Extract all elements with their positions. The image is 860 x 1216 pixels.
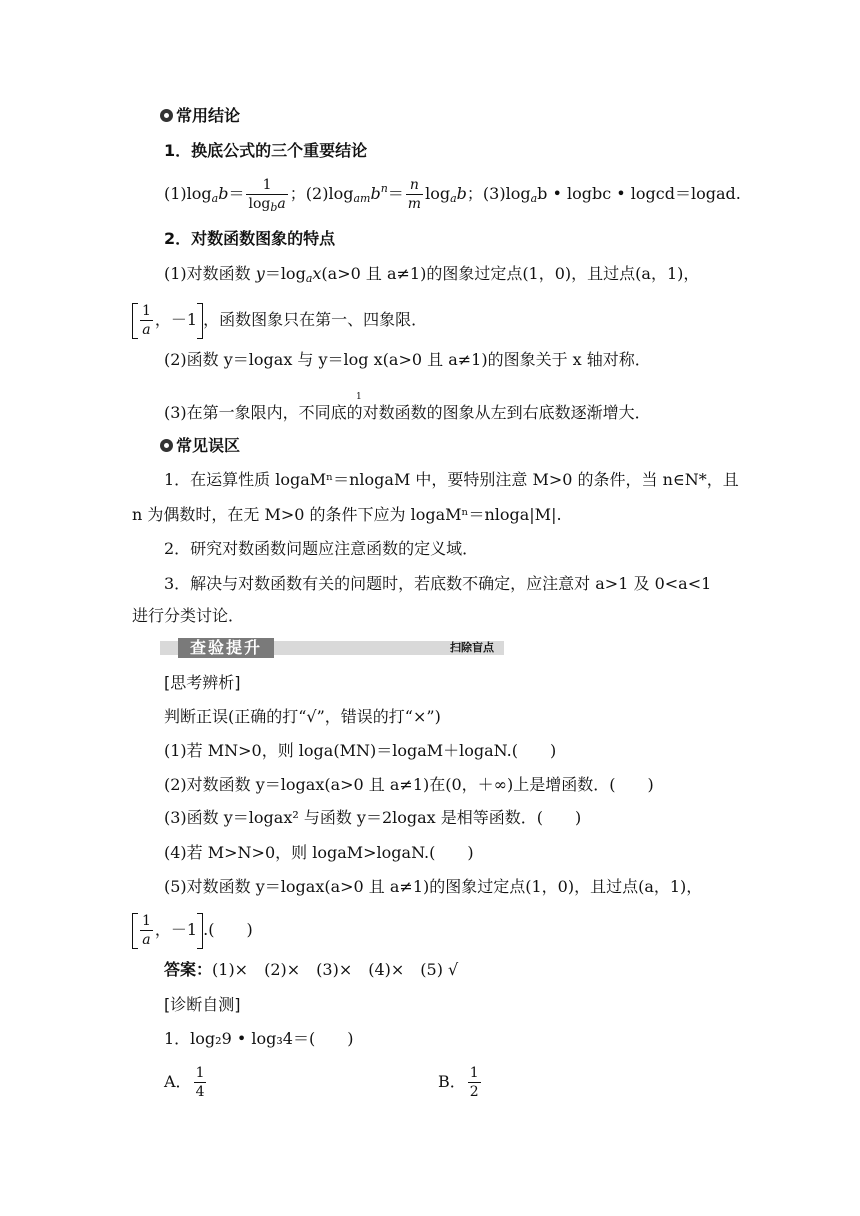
banner-side-label: 扫除盲点 — [450, 641, 494, 654]
thinking-q5-line2: $\frac{1}{a}$ ，－1 .( ) — [132, 910, 253, 950]
graph-feature-2: (2)函数 y＝logax 与 y＝log x(a>0 且 a≠1)的图象关于 x 轴对称． — [164, 350, 651, 369]
banner-title: 查验提升 — [178, 638, 274, 658]
thinking-title: [思考辨析] — [164, 673, 241, 692]
section-title-common-conclusions: 常用结论 — [160, 106, 240, 126]
thinking-intro: 判断正误(正确的打“√”，错误的打“×”) — [164, 707, 441, 726]
option-a: A． $\frac{1}{4}$ — [164, 1065, 205, 1100]
thinking-q2: (2)对数函数 y＝logax(a>0 且 a≠1)在(0，＋∞)上是增函数．( ) — [164, 775, 654, 794]
left-bracket — [132, 913, 138, 949]
mistake-2: 2．研究对数函数问题应注意函数的定义域． — [164, 539, 479, 558]
fraction-1-over-logba: $\frac{1}{\log_ba}$ — [248, 177, 286, 214]
diagnosis-title: [诊断自测] — [164, 995, 241, 1014]
thinking-q3: (3)函数 y＝logax² 与函数 y＝2logax 是相等函数．( ) — [164, 808, 582, 827]
fraction-1-over-a: $\frac{1}{a}$ — [142, 913, 151, 948]
fraction-1-over-4: $\frac{1}{4}$ — [195, 1065, 205, 1100]
thinking-q4: (4)若 M>N>0，则 logaM>logaN.( ) — [164, 843, 474, 862]
diagnosis-q1: 1．log₂9 • log₃4＝( ) — [164, 1029, 354, 1048]
graph-feature-3: (3)在第一象限内，不同底的对数函数的图象从左到右底数逐渐增大． — [164, 403, 651, 422]
change-of-base-formulas: $(1)\log_ab=$ $\frac{1}{\log_ba}$ ；$(2)\log_{am}b^n=$ $\frac{n}{m}$ $\log_ab$；$(3)\log_ab$ • logbc • logcd＝logad. — [164, 177, 741, 214]
graph-feature-1-line2: $\frac{1}{a}$ ，－1 ，函数图象只在第一、四象限． — [132, 300, 427, 340]
item2-heading: 2．对数函数图象的特点 — [164, 229, 336, 248]
fraction-n-over-m: $\frac{n}{m}$ — [407, 177, 422, 212]
graph-feature-1-line1: (1)对数函数 $y=\log_ax(a>0$ 且 a≠1)的图象过定点(1，0)，且过点(a，1)， — [164, 264, 700, 285]
section-banner — [160, 638, 504, 658]
mistake-1-line2: n 为偶数时，在无 M>0 的条件下应为 logaMⁿ＝nloga|M|. — [132, 505, 562, 524]
thinking-q1: (1)若 MN>0，则 loga(MN)＝logaM＋logaN.( ) — [164, 741, 557, 760]
circle-bullet-icon — [160, 109, 173, 122]
mistake-3-line1: 3．解决与对数函数有关的问题时，若底数不确定，应注意对 a>1 及 0<a<1 — [164, 574, 712, 593]
left-bracket — [132, 303, 138, 339]
option-b: B． $\frac{1}{2}$ — [438, 1065, 479, 1100]
fraction-1-over-2: $\frac{1}{2}$ — [469, 1065, 479, 1100]
mistake-1-line1: 1．在运算性质 logaMⁿ＝nlogaM 中，要特别注意 M>0 的条件，当 n∈N*，且 — [164, 470, 739, 489]
mistake-3-line2: 进行分类讨论． — [132, 606, 245, 625]
thinking-q5-line1: (5)对数函数 y＝logax(a>0 且 a≠1)的图象过定点(1，0)，且过点(a，1)， — [164, 877, 703, 896]
fraction-1-over-a: $\frac{1}{a}$ — [142, 303, 151, 338]
small-superscript-one: 1 — [356, 392, 362, 402]
thinking-answer: 答案：(1)× (2)× (3)× (4)× (5) √ — [164, 960, 459, 979]
section-title-common-mistakes: 常见误区 — [160, 436, 240, 456]
item1-heading: 1．换底公式的三个重要结论 — [164, 141, 368, 160]
circle-bullet-icon — [160, 439, 173, 452]
